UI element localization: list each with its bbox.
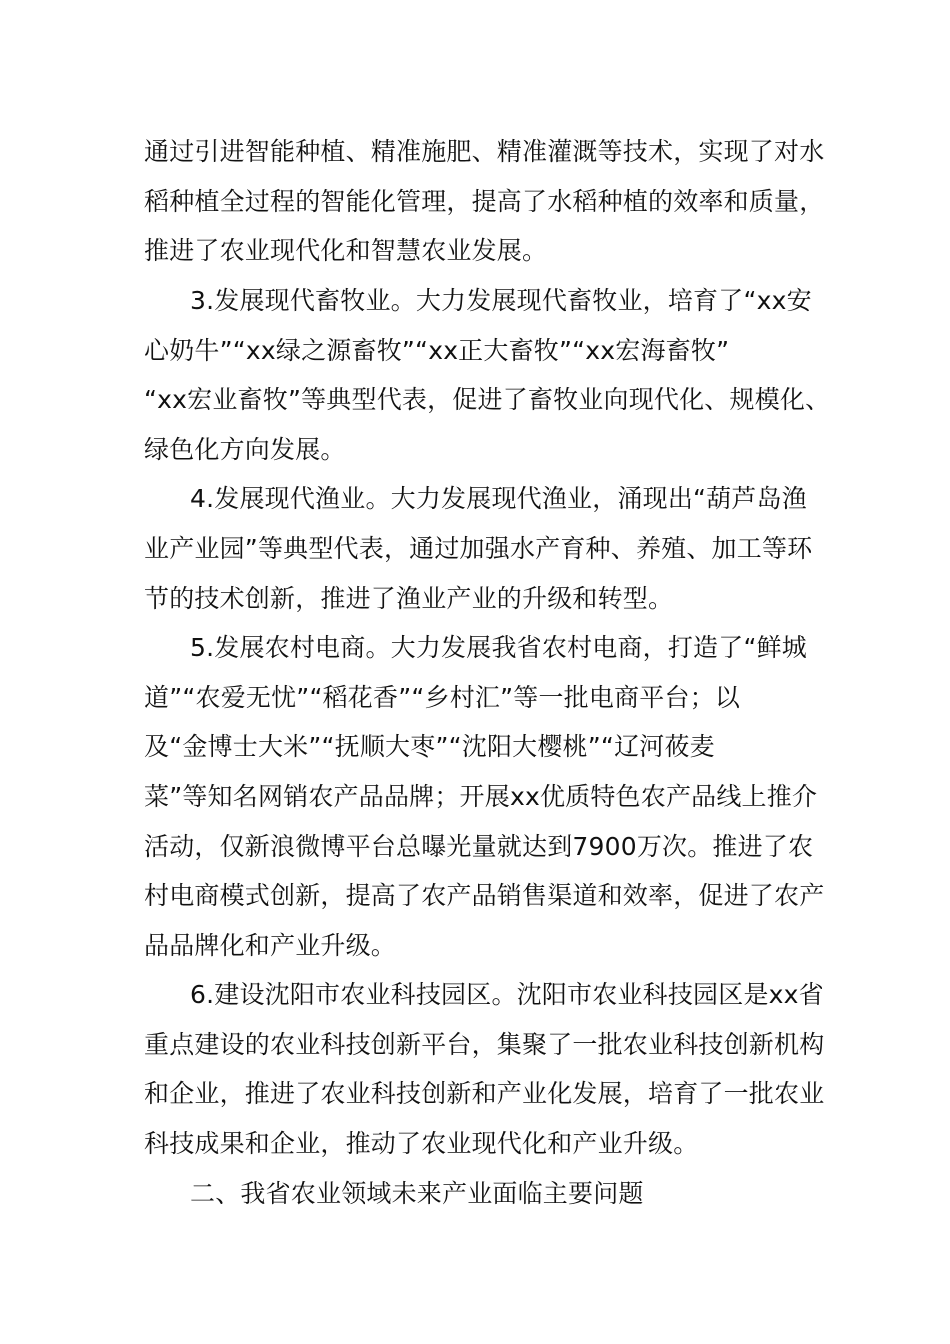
- paragraph-line: 村电商模式创新，提高了农产品销售渠道和效率，促进了农产: [144, 881, 825, 910]
- paragraph-line: 菜”等知名网销农产品品牌；开展xx优质特色农产品线上推介: [144, 782, 818, 811]
- paragraph-line: 推进了农业现代化和智慧农业发展。: [144, 236, 548, 265]
- paragraph-line: 通过引进智能种植、精准施肥、精准灌溉等技术，实现了对水: [144, 137, 825, 166]
- chapter-heading: 二、我省农业领域未来产业面临主要问题: [190, 1179, 644, 1208]
- paragraph-line: 及“金博士大米”“抚顺大枣”“沈阳大樱桃”“辽河莜麦: [144, 732, 715, 761]
- paragraph-line: 稻种植全过程的智能化管理，提高了水稻种植的效率和质量，: [144, 187, 825, 216]
- section-heading-line: 4.发展现代渔业。大力发展现代渔业，涌现出“葫芦岛渔: [190, 484, 808, 513]
- paragraph-line: 重点建设的农业科技创新平台，集聚了一批农业科技创新机构: [144, 1030, 825, 1059]
- paragraph-line: 科技成果和企业，推动了农业现代化和产业升级。: [144, 1129, 699, 1158]
- paragraph-line: “xx宏业畜牧”等典型代表，促进了畜牧业向现代化、规模化、: [144, 385, 831, 414]
- paragraph-line: 节的技术创新，推进了渔业产业的升级和转型。: [144, 584, 674, 613]
- paragraph-line: 业产业园”等典型代表，通过加强水产育种、养殖、加工等环: [144, 534, 813, 563]
- paragraph-line: 心奶牛”“xx绿之源畜牧”“xx正大畜牧”“xx宏海畜牧”: [144, 336, 730, 365]
- paragraph-line: 活动，仅新浪微博平台总曝光量就达到7900万次。推进了农: [144, 832, 814, 861]
- paragraph-line: 品品牌化和产业升级。: [144, 931, 397, 960]
- section-heading-line: 5.发展农村电商。大力发展我省农村电商，打造了“鲜城: [190, 633, 808, 662]
- section-heading-line: 3.发展现代畜牧业。大力发展现代畜牧业，培育了“xx安: [190, 286, 812, 315]
- paragraph-line: 和企业，推进了农业科技创新和产业化发展，培育了一批农业: [144, 1079, 825, 1108]
- paragraph-line: 道”“农爱无忧”“稻花香”“乡村汇”等一批电商平台；以: [144, 683, 741, 712]
- section-heading-line: 6.建设沈阳市农业科技园区。沈阳市农业科技园区是xx省: [190, 980, 824, 1009]
- paragraph-line: 绿色化方向发展。: [144, 435, 346, 464]
